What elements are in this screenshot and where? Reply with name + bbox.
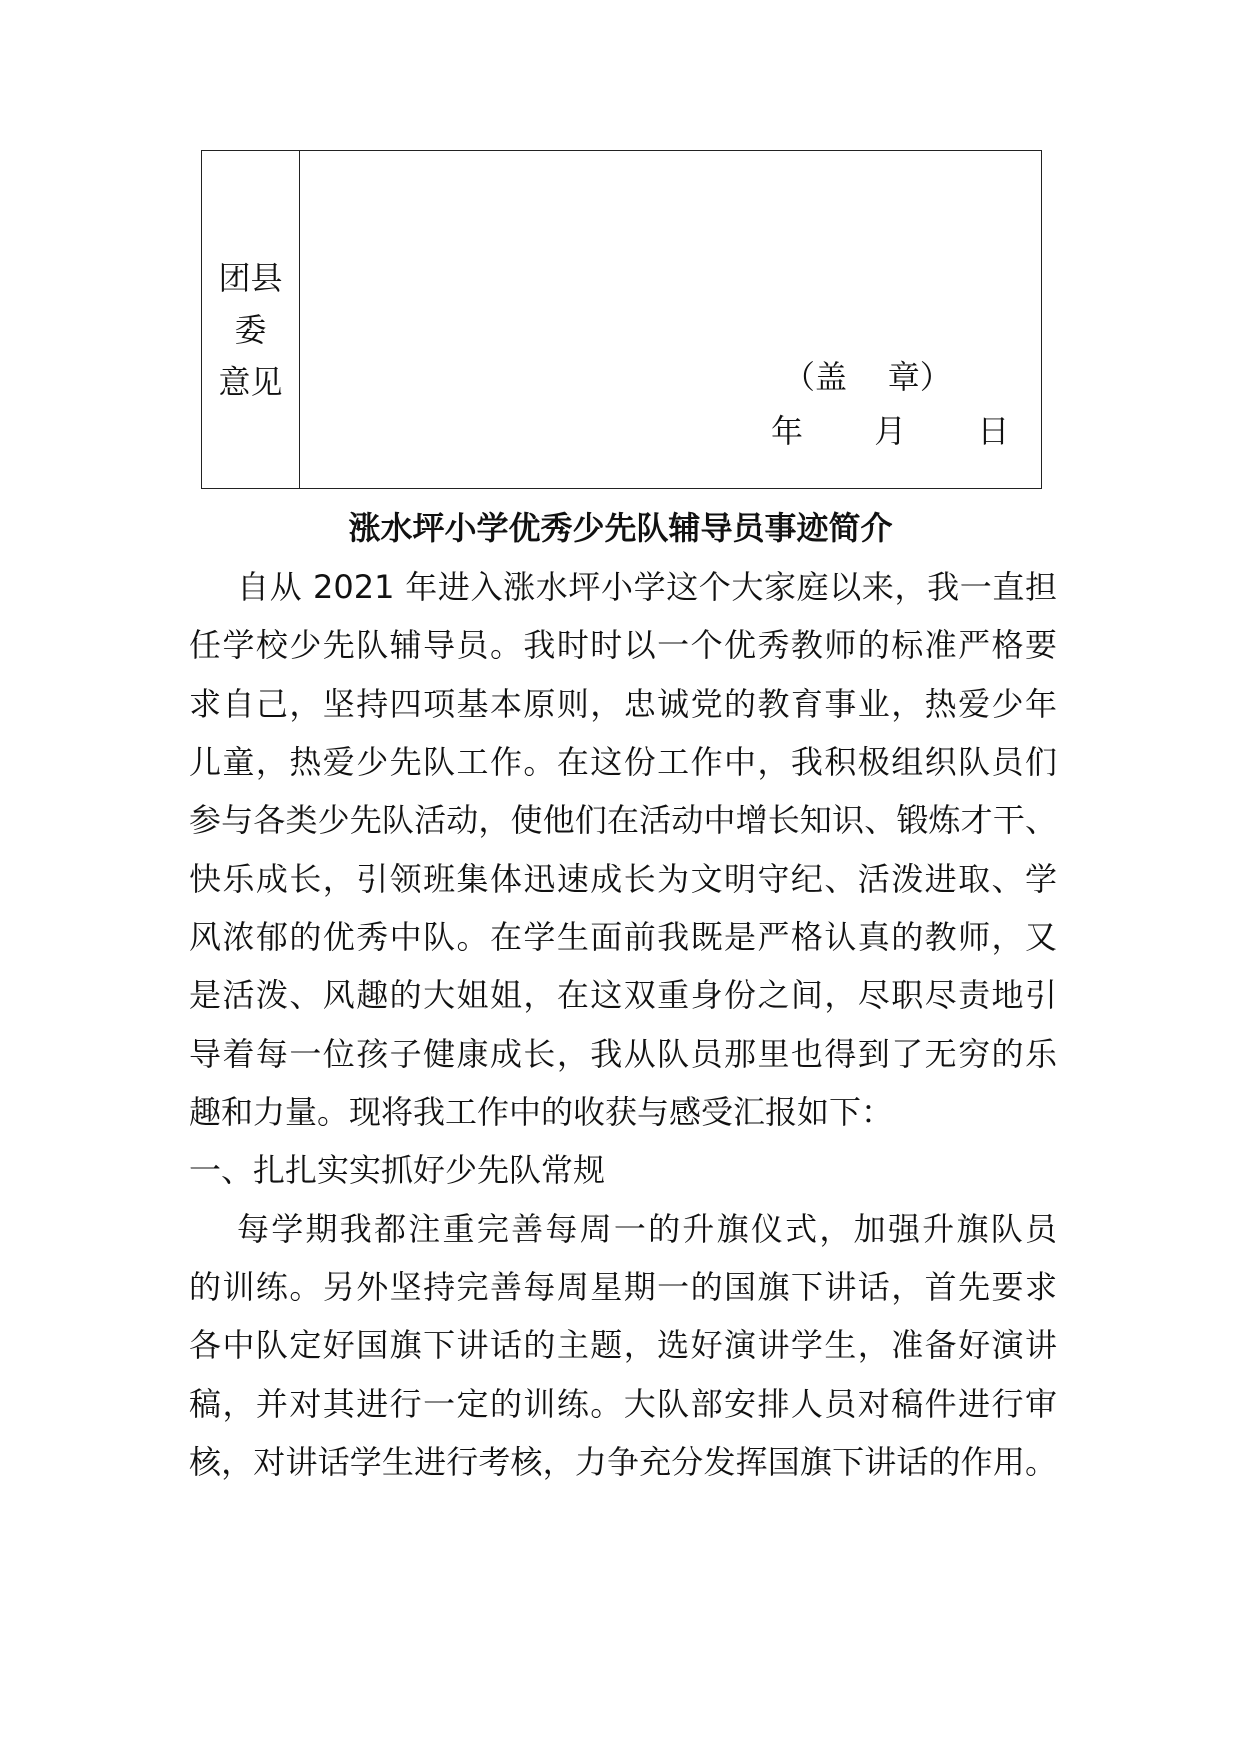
paragraph-line: 参与各类少先队活动，使他们在活动中增长知识、锻炼才干、	[189, 801, 1057, 839]
paragraph-line: 趣和力量。现将我工作中的收获与感受汇报如下：	[189, 1093, 894, 1131]
paragraph-line: 任学校少先队辅导员。我时时以一个优秀教师的标准严格要	[189, 626, 1057, 664]
opinion-content-cell	[300, 151, 1041, 488]
date-placeholder: 年 月 日	[771, 412, 1010, 450]
paragraph-line: 的训练。另外坚持完善每周星期一的国旗下讲话，首先要求	[189, 1268, 1057, 1306]
paragraph-line: 稿，并对其进行一定的训练。大队部安排人员对稿件进行审	[189, 1385, 1057, 1423]
opinion-label-line: 团县	[218, 259, 283, 297]
document-title: 涨水坪小学优秀少先队辅导员事迹简介	[348, 509, 893, 547]
paragraph-line: 求自己，坚持四项基本原则，忠诚党的教育事业，热爱少年	[189, 685, 1057, 723]
section-heading: 一、扎扎实实抓好少先队常规	[189, 1151, 606, 1189]
seal-placeholder: （盖 章）	[783, 358, 952, 396]
opinion-label-line: 意见	[218, 363, 283, 401]
opinion-label-cell	[202, 151, 300, 488]
paragraph-line: 风浓郁的优秀中队。在学生面前我既是严格认真的教师，又	[189, 918, 1057, 956]
paragraph-line: 是活泼、风趣的大姐姐，在这双重身份之间，尽职尽责地引	[189, 976, 1057, 1014]
paragraph-line: 儿童，热爱少先队工作。在这份工作中，我积极组织队员们	[189, 743, 1057, 781]
paragraph-line: 导着每一位孩子健康成长，我从队员那里也得到了无穷的乐	[189, 1035, 1057, 1073]
paragraph-line: 每学期我都注重完善每周一的升旗仪式，加强升旗队员	[237, 1210, 1057, 1248]
opinion-label-line: 委	[234, 311, 267, 349]
paragraph-line: 各中队定好国旗下讲话的主题，选好演讲学生，准备好演讲	[189, 1326, 1057, 1364]
paragraph-line: 快乐成长，引领班集体迅速成长为文明守纪、活泼进取、学	[189, 860, 1057, 898]
opinion-table	[201, 150, 1042, 489]
paragraph-line: 自从 2021 年进入涨水坪小学这个大家庭以来，我一直担	[237, 568, 1057, 606]
opinion-label	[202, 252, 299, 408]
paragraph-line: 核，对讲话学生进行考核，力争充分发挥国旗下讲话的作用。	[189, 1443, 1057, 1481]
